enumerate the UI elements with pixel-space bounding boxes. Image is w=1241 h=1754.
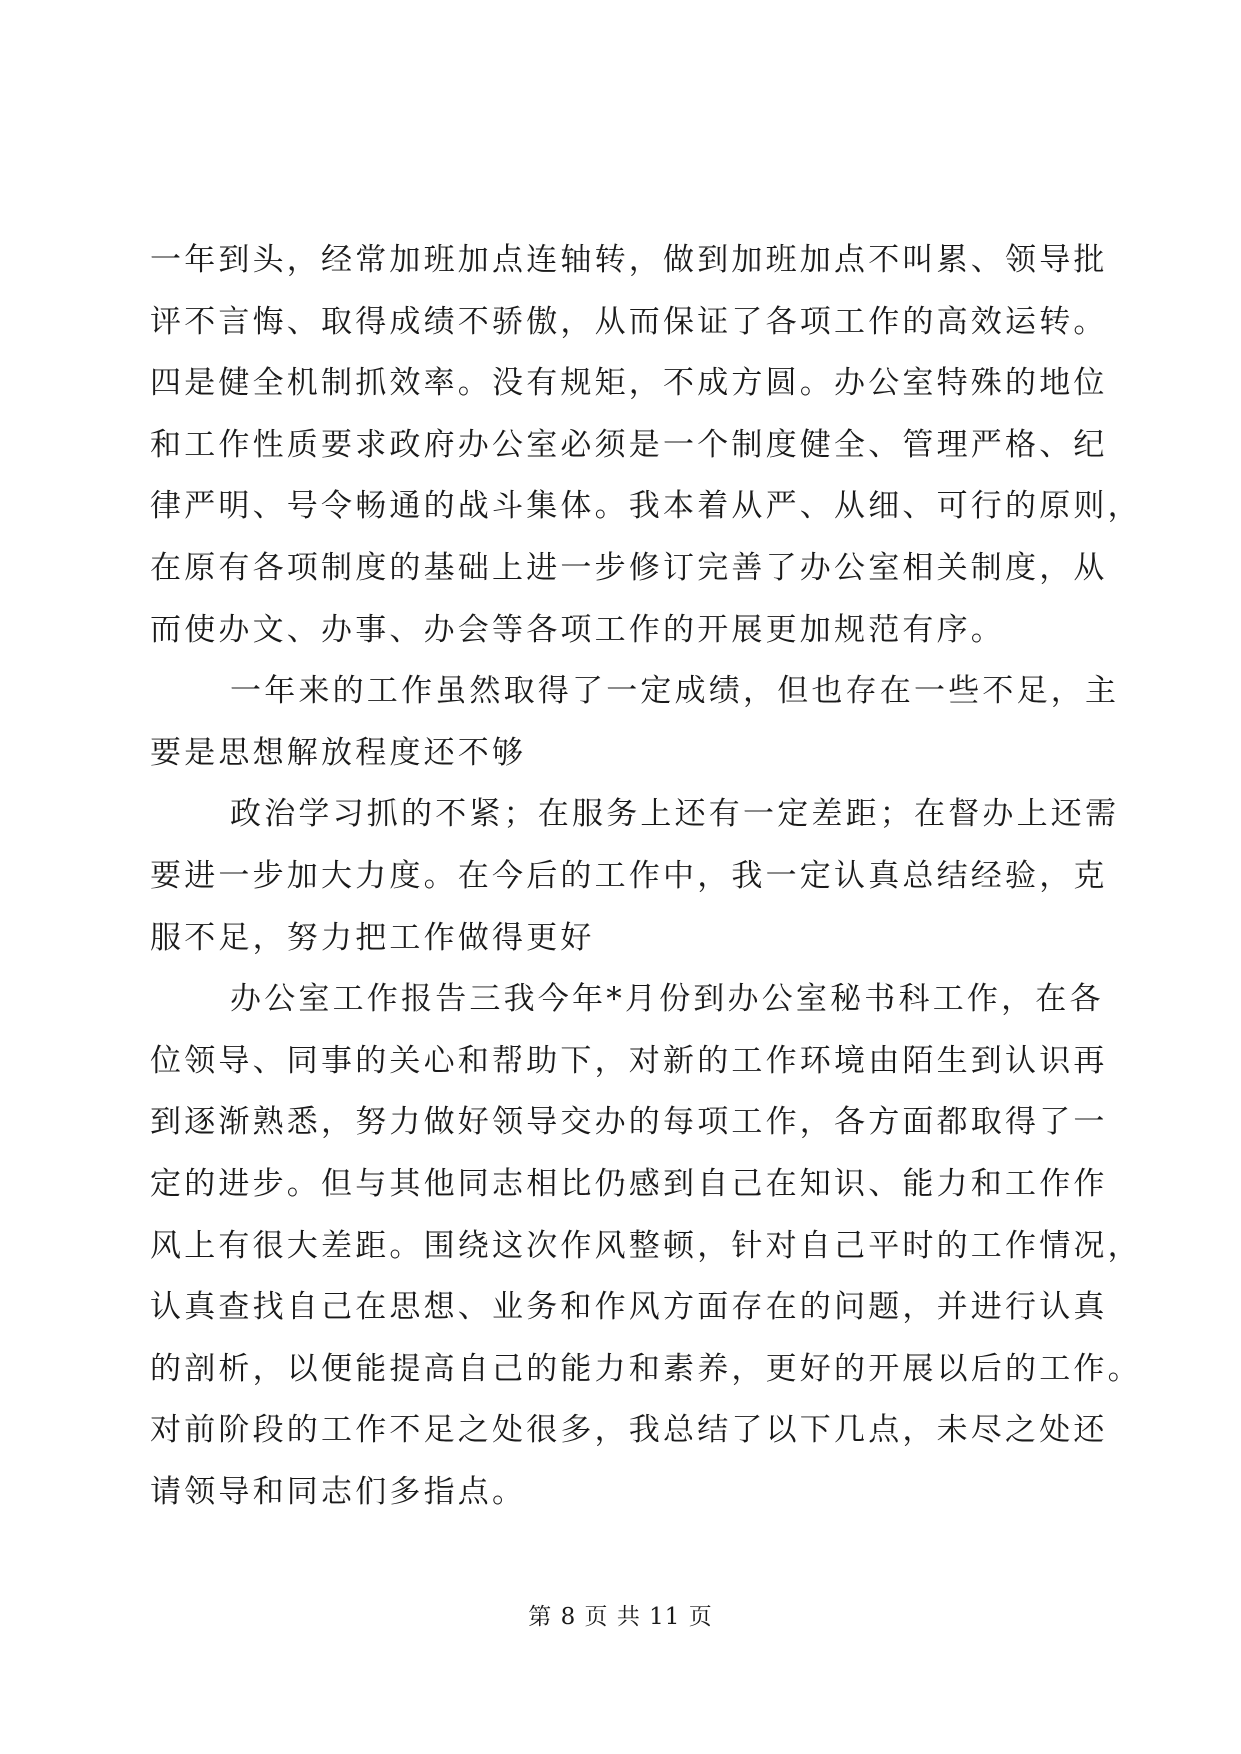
text-line: 的剖析，以便能提高自己的能力和素养，更好的开展以后的工作。	[150, 1350, 1142, 1387]
text-line: 认真查找自己在思想、业务和作风方面存在的问题，并进行认真	[150, 1289, 1108, 1326]
text-line: 要是思想解放程度还不够	[150, 734, 527, 771]
text-line: 对前阶段的工作不足之处很多，我总结了以下几点，未尽之处还	[150, 1412, 1108, 1449]
text-line: 律严明、号令畅通的战斗集体。我本着从严、从细、可行的原则，	[150, 488, 1142, 525]
text-line: 到逐渐熟悉，努力做好领导交办的每项工作，各方面都取得了一	[150, 1104, 1108, 1141]
text-line: 要进一步加大力度。在今后的工作中，我一定认真总结经验，克	[150, 857, 1108, 894]
body-text	[150, 230, 1142, 1523]
text-line: 定的进步。但与其他同志相比仍感到自己在知识、能力和工作作	[150, 1165, 1108, 1202]
text-line: 政治学习抓的不紧；在服务上还有一定差距；在督办上还需	[230, 796, 1120, 833]
text-line: 和工作性质要求政府办公室必须是一个制度健全、管理严格、纪	[150, 426, 1108, 463]
text-line: 风上有很大差距。围绕这次作风整顿，针对自己平时的工作情况，	[150, 1227, 1142, 1264]
text-line: 服不足，努力把工作做得更好	[150, 919, 595, 956]
page-number-footer: 第 8 页 共 11 页	[528, 1604, 713, 1630]
text-line: 在原有各项制度的基础上进一步修订完善了办公室相关制度，从	[150, 549, 1108, 586]
text-line: 位领导、同事的关心和帮助下，对新的工作环境由陌生到认识再	[150, 1042, 1108, 1079]
text-line: 请领导和同志们多指点。	[150, 1473, 527, 1510]
text-line: 一年来的工作虽然取得了一定成绩，但也存在一些不足，主	[230, 673, 1120, 710]
text-line: 而使办文、办事、办会等各项工作的开展更加规范有序。	[150, 611, 1005, 648]
text-line: 四是健全机制抓效率。没有规矩，不成方圆。办公室特殊的地位	[150, 365, 1108, 402]
text-line: 办公室工作报告三我今年*月份到办公室秘书科工作，在各	[230, 981, 1104, 1018]
text-line: 评不言悔、取得成绩不骄傲，从而保证了各项工作的高效运转。	[150, 303, 1108, 340]
text-line: 一年到头，经常加班加点连轴转，做到加班加点不叫累、领导批	[150, 242, 1108, 278]
